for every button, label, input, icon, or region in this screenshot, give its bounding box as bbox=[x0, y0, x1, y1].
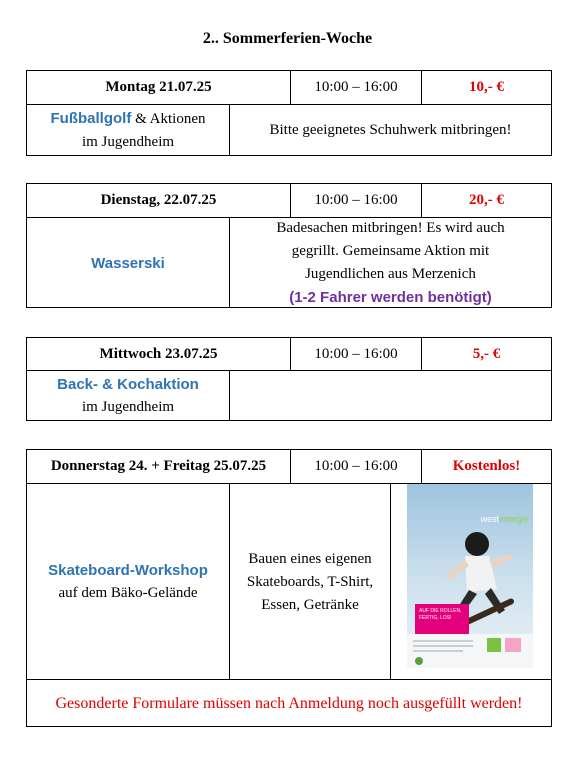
poster-brand: westenergie bbox=[480, 514, 529, 524]
activity-location: im Jugendheim bbox=[81, 399, 175, 415]
activity-note-empty bbox=[229, 371, 551, 421]
day-block-wednesday bbox=[26, 337, 552, 421]
day-price: 20,- € bbox=[421, 184, 551, 217]
note-line: gegrillt. Gemeinsame Aktion mit bbox=[291, 243, 490, 259]
day-time: 10:00 – 16:00 bbox=[290, 71, 421, 104]
day-time: 10:00 – 16:00 bbox=[290, 184, 421, 217]
activity-title: Back- & Kochaktion bbox=[57, 376, 199, 393]
skateboard-poster-image bbox=[407, 484, 533, 668]
day-price: 10,- € bbox=[421, 71, 551, 104]
poster-footer bbox=[407, 634, 533, 668]
activity-location: im Jugendheim bbox=[81, 134, 175, 150]
day-price: Kostenlos! bbox=[421, 450, 551, 483]
activity-note: Bitte geeignetes Schuhwerk mitbringen! bbox=[229, 105, 551, 156]
page-title: 2.. Sommerferien-Woche bbox=[202, 30, 373, 47]
day-time: 10:00 – 16:00 bbox=[290, 450, 421, 483]
day-date: Dienstag, 22.07.25 bbox=[100, 192, 217, 208]
activity-cell bbox=[27, 105, 229, 156]
activity-title: Wasserski bbox=[91, 254, 165, 272]
day-date: Mittwoch 23.07.25 bbox=[99, 345, 218, 362]
note-line: Jugendlichen aus Merzenich bbox=[305, 266, 476, 282]
activity-title: Skateboard-Workshop bbox=[48, 562, 208, 579]
activity-title-rest: & Aktionen bbox=[131, 111, 206, 127]
activity-title: Fußballgolf bbox=[50, 110, 132, 127]
note-line: Essen, Getränke bbox=[261, 596, 359, 613]
sponsor-logos-icon bbox=[407, 634, 533, 668]
activity-location: auf dem Bäko-Gelände bbox=[58, 585, 198, 601]
note-line: Skateboards, T-Shirt, bbox=[246, 573, 374, 590]
note-line: Badesachen mitbringen! Es wird auch bbox=[276, 220, 505, 236]
day-block-thursday-friday bbox=[26, 449, 552, 727]
activity-note bbox=[229, 218, 551, 308]
day-date: Donnerstag 24. + Freitag 25.07.25 bbox=[50, 458, 267, 474]
day-price: 5,- € bbox=[421, 338, 551, 370]
day-time: 10:00 – 16:00 bbox=[290, 338, 421, 370]
activity-cell bbox=[27, 218, 229, 308]
activity-cell bbox=[27, 484, 229, 680]
day-block-monday bbox=[26, 70, 552, 156]
note-highlight: (1-2 Fahrer werden benötigt) bbox=[289, 289, 492, 306]
activity-note bbox=[229, 484, 390, 680]
activity-cell bbox=[27, 371, 229, 421]
footer-note: Gesonderte Formulare müssen nach Anmeldung noch ausgefüllt werden! bbox=[55, 695, 523, 712]
day-date: Montag 21.07.25 bbox=[105, 79, 212, 95]
poster-tag: AUF DIE ROLLEN, FERTIG, LOS! bbox=[415, 604, 469, 634]
day-block-tuesday bbox=[26, 183, 552, 308]
note-line: Bauen eines eigenen bbox=[248, 550, 372, 567]
